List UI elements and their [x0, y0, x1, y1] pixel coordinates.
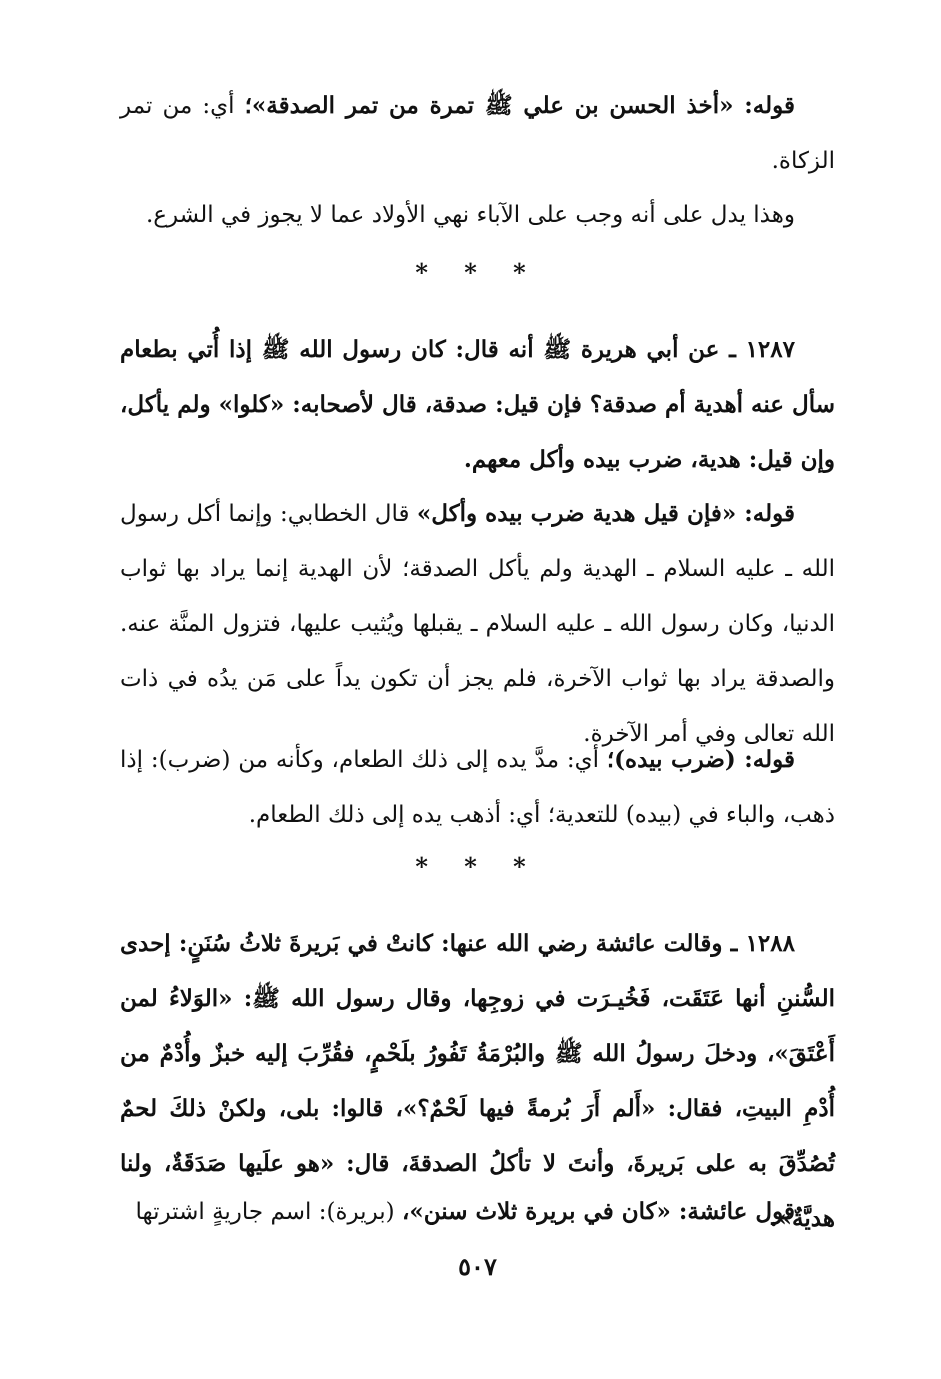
commentary-text: أي: من تمر الزكاة.: [120, 93, 835, 174]
commentary-text: (بريرة): اسم جاريةٍ اشترتها: [135, 1199, 402, 1225]
hadith-text: ١٢٨٨ ـ وقالت عائشة رضي الله عنها: كانتْ في بَريرةَ ثلاثُ سُنَنٍ: إحدى السُّننِ أنها عَتَقَت، فَخُيـرَت في زوجِها، وقال رسول الله ﷺ: «الوَلاءُ لمن أَعْتَقَ»، ودخلَ رسولُ الله ﷺ والبُرْمَةُ تَفُورُ بلَحْمٍ، فقُرِّبَ إليه خبزٌ وأُدْمٌ من أُدْمِ البيتِ، فقال: «أَلم أَرَ بُرمةً فيها لَحْمٌ؟»، قالوا: بلى، ولكنْ ذلكَ لحمٌ تُصُدِّقَ به على بَريرةَ، وأنتَ لا تأكلُ الصدقةَ، قال: «هو علَيها صَدَقَةٌ، ولنا هديَّةٌ».: [120, 930, 835, 1232]
quote-lead: قوله: (ضرب بيده)؛: [606, 746, 796, 773]
ruling-text: وهذا يدل على أنه وجب على الآباء نهي الأولاد عما لا يجوز في الشرع.: [145, 202, 795, 228]
quote-lead: قول عائشة: «كان في بريرة ثلاث سنن»،: [401, 1198, 795, 1225]
paragraph-commentary-hasan: [120, 78, 835, 189]
paragraph-ruling: [120, 188, 835, 243]
quote-lead: قوله: «أخذ الحسن بن علي ﷺ تمرة من تمر الصدقة»؛: [244, 92, 795, 119]
paragraph-commentary-gift: [120, 486, 835, 762]
page-number: ٥٠٧: [458, 1252, 497, 1281]
hadith-text: ١٢٨٧ ـ عن أبي هريرة ﷺ أنه قال: كان رسول الله ﷺ إذا أُتي بطعام سأل عنه أهدية أم صدقة؟ فإن قيل: صدقة، قال لأصحابه: «كلوا» ولم يأكل، وإن قيل: هدية، ضرب بيده وأكل معهم.: [120, 336, 835, 473]
hadith-1287: [120, 322, 835, 487]
section-separator: * * *: [415, 258, 540, 287]
quote-lead: قوله: «فإن قيل هدية ضرب بيده وأكل»: [416, 500, 795, 527]
commentary-text: أي: مدَّ يده إلى ذلك الطعام، وكأنه من (ضرب): إذا ذهب، والباء في (بيده) للتعدية؛ أي: أذهب يده إلى ذلك الطعام.: [120, 747, 835, 828]
commentary-text: قال الخطابي: وإنما أكل رسول الله ـ عليه السلام ـ الهدية ولم يأكل الصدقة؛ لأن الهدية إنما يراد بها ثواب الدنيا، وكان رسول الله ـ عليه السلام ـ يقبلها ويُثيب عليها، فتزول المنَّة عنه. والصدقة يراد بها ثواب الآخرة، فلم يجز أن تكون يداً على مَن يدُه في ذات الله تعالى وفي أمر الآخرة.: [120, 501, 835, 747]
section-separator: * * *: [415, 852, 540, 881]
paragraph-commentary-hand: [120, 732, 835, 843]
paragraph-commentary-barira: [120, 1184, 835, 1240]
document-page: [120, 0, 835, 1379]
